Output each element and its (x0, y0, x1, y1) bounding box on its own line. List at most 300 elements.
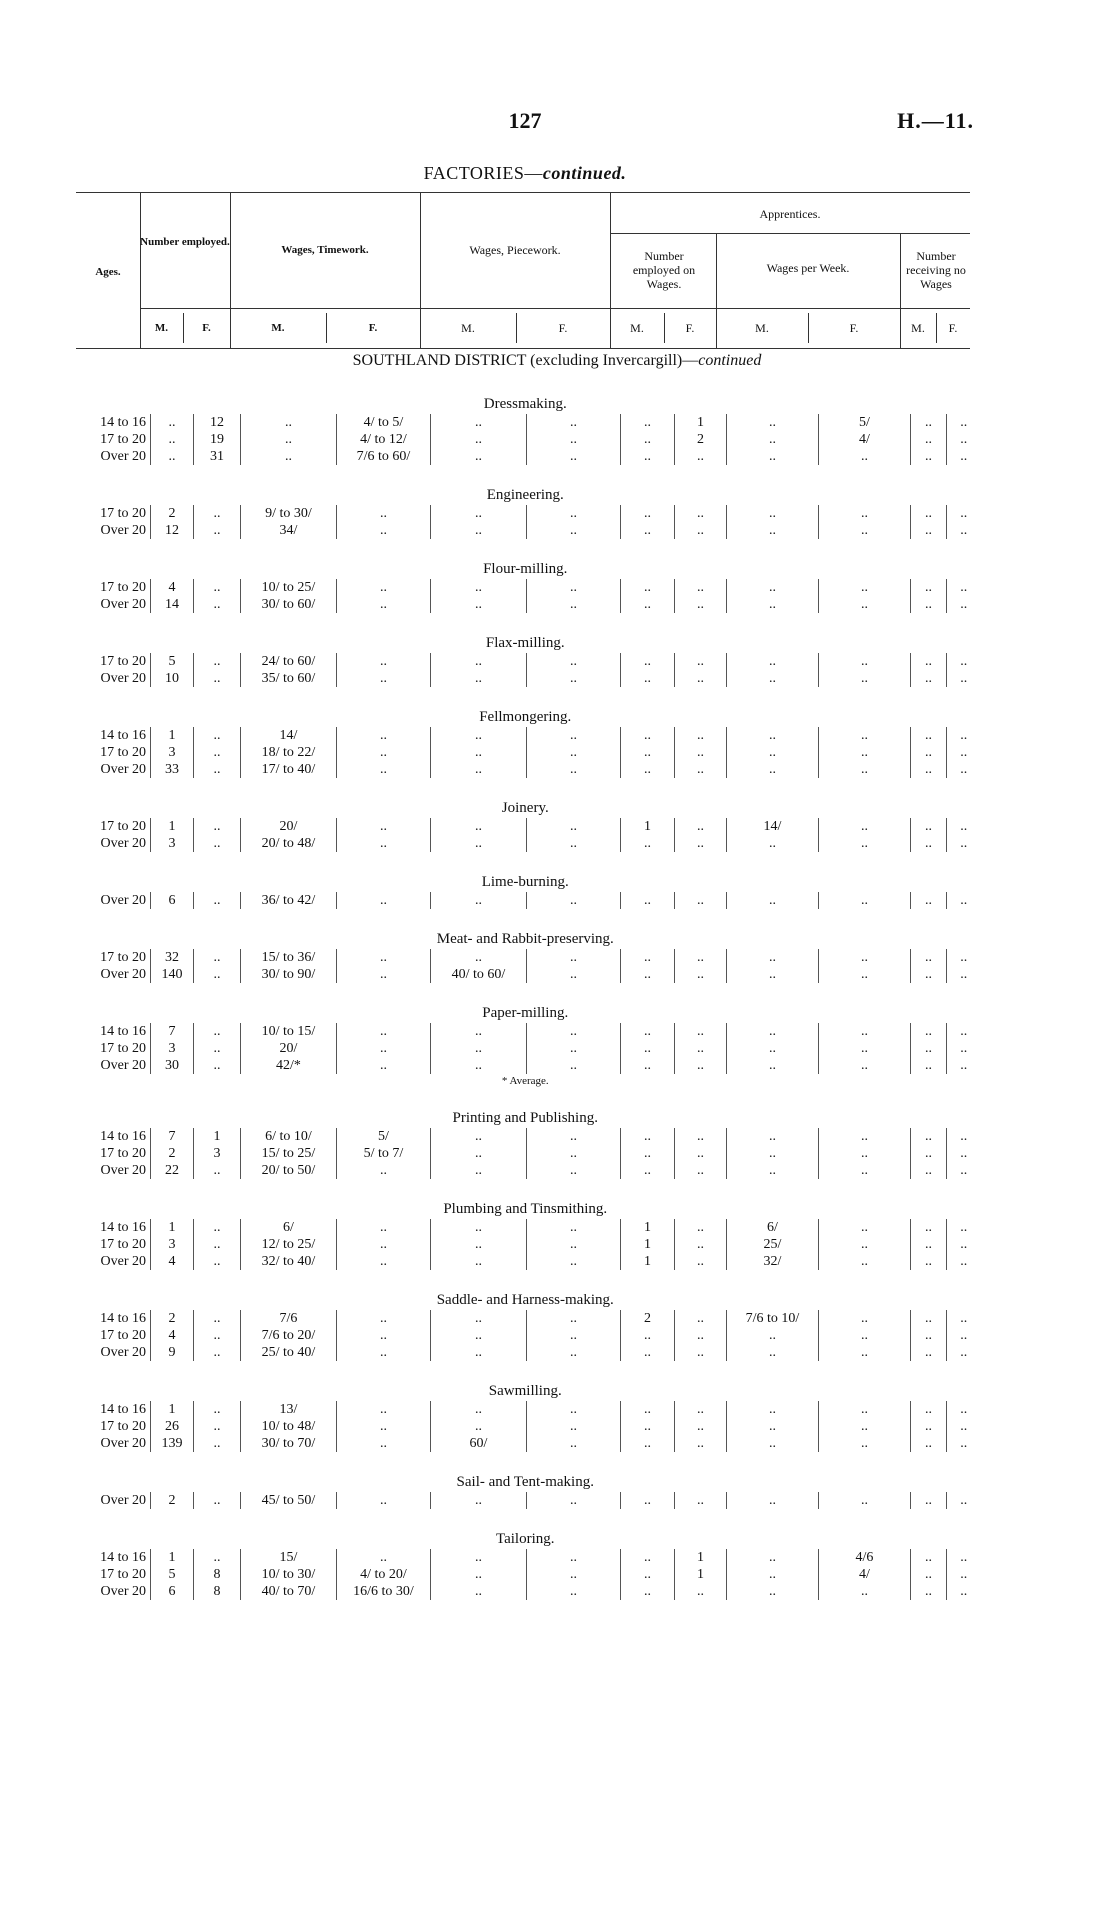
employed-f-cell: .. (194, 1344, 241, 1361)
apprentices-m-cell: .. (621, 414, 675, 431)
apprentices-m-cell: .. (621, 505, 675, 522)
weekly-wages-m-cell: .. (727, 579, 819, 596)
piecework-m-cell: .. (431, 448, 527, 465)
weekly-wages-f-cell: 5/ (819, 414, 911, 431)
weekly-wages-f-cell: .. (819, 1344, 911, 1361)
weekly-wages-m-cell: .. (727, 761, 819, 778)
timework-f-cell: .. (337, 1401, 431, 1418)
weekly-wages-m-cell: .. (727, 653, 819, 670)
apprentices-f-cell: 1 (675, 414, 727, 431)
weekly-wages-f-cell: 4/ (819, 1566, 911, 1583)
apprentices-f-cell: .. (675, 1401, 727, 1418)
employed-f-cell: .. (194, 1310, 241, 1327)
employed-m-cell: 139 (151, 1435, 194, 1452)
employed-f-cell: .. (194, 1236, 241, 1253)
no-wages-m-cell: .. (911, 653, 947, 670)
table-row (70, 505, 981, 522)
employed-f-cell: 1 (194, 1128, 241, 1145)
no-wages-f-cell: .. (947, 1492, 981, 1509)
timework-f-cell: .. (337, 522, 431, 539)
employed-m-cell: 2 (151, 1492, 194, 1509)
piecework-m-cell: .. (431, 892, 527, 909)
employed-m-cell: 2 (151, 1310, 194, 1327)
apprentices-f-cell: .. (675, 448, 727, 465)
no-wages-m-cell: .. (911, 1492, 947, 1509)
no-wages-m-cell: .. (911, 1418, 947, 1435)
piecework-f-cell: .. (527, 949, 621, 966)
employed-f-cell: .. (194, 949, 241, 966)
employed-m-cell: 140 (151, 966, 194, 983)
age-cell: 14 to 16 (100, 1550, 146, 1565)
piecework-f-cell: .. (527, 1566, 621, 1583)
no-wages-f-cell: .. (947, 414, 981, 431)
no-wages-m-cell: .. (911, 522, 947, 539)
apprentices-m-cell: .. (621, 1162, 675, 1179)
section-title: Engineering. (486, 487, 564, 503)
apprentices-m-cell: .. (621, 761, 675, 778)
header-m: M. (755, 321, 769, 335)
weekly-wages-m-cell: .. (727, 522, 819, 539)
table-row (70, 1435, 981, 1452)
timework-m-cell: 20/ (241, 818, 337, 835)
piecework-m-cell: .. (431, 744, 527, 761)
piecework-f-cell: .. (527, 1253, 621, 1270)
age-cell: 17 to 20 (100, 506, 146, 521)
no-wages-m-cell: .. (911, 579, 947, 596)
employed-m-cell: 7 (151, 1128, 194, 1145)
age-cell: 14 to 16 (100, 1024, 146, 1039)
timework-f-cell: 5/ to 7/ (337, 1145, 431, 1162)
timework-f-cell: 4/ to 20/ (337, 1566, 431, 1583)
section-title: Lime-burning. (481, 874, 569, 890)
apprentices-m-cell: .. (621, 579, 675, 596)
apprentices-f-cell: .. (675, 966, 727, 983)
weekly-wages-m-cell: .. (727, 596, 819, 613)
weekly-wages-m-cell: .. (727, 892, 819, 909)
no-wages-f-cell: .. (947, 1219, 981, 1236)
timework-f-cell: .. (337, 1219, 431, 1236)
wages-table (70, 390, 981, 1600)
table-row (70, 1310, 981, 1327)
age-cell: Over 20 (100, 1436, 146, 1451)
age-cell: Over 20 (100, 597, 146, 612)
employed-f-cell: 3 (194, 1145, 241, 1162)
timework-m-cell: 34/ (241, 522, 337, 539)
no-wages-m-cell: .. (911, 1253, 947, 1270)
weekly-wages-f-cell: .. (819, 1236, 911, 1253)
piecework-f-cell: .. (527, 1219, 621, 1236)
employed-f-cell: 8 (194, 1566, 241, 1583)
no-wages-f-cell: .. (947, 1327, 981, 1344)
employed-m-cell: .. (151, 448, 194, 465)
no-wages-m-cell: .. (911, 1310, 947, 1327)
employed-f-cell: .. (194, 1023, 241, 1040)
section-title: Flax-milling. (485, 635, 565, 651)
weekly-wages-m-cell: .. (727, 505, 819, 522)
timework-m-cell: 20/ (241, 1040, 337, 1057)
no-wages-f-cell: .. (947, 1344, 981, 1361)
no-wages-f-cell: .. (947, 949, 981, 966)
timework-m-cell: 9/ to 30/ (241, 505, 337, 522)
weekly-wages-m-cell: .. (727, 1401, 819, 1418)
apprentices-m-cell: .. (621, 653, 675, 670)
table-row (70, 1418, 981, 1435)
age-cell: Over 20 (100, 523, 146, 538)
apprentices-f-cell: .. (675, 596, 727, 613)
weekly-wages-m-cell: .. (727, 1344, 819, 1361)
no-wages-m-cell: .. (911, 596, 947, 613)
employed-m-cell: 6 (151, 1583, 194, 1600)
timework-m-cell: .. (241, 431, 337, 448)
employed-m-cell: 4 (151, 1253, 194, 1270)
apprentices-f-cell: .. (675, 1327, 727, 1344)
section-title: Sail- and Tent-making. (456, 1474, 594, 1490)
age-cell: 17 to 20 (100, 432, 146, 447)
weekly-wages-m-cell: .. (727, 414, 819, 431)
age-cell: 14 to 16 (100, 415, 146, 430)
apprentices-m-cell: 1 (621, 1236, 675, 1253)
piecework-f-cell: .. (527, 1401, 621, 1418)
weekly-wages-f-cell: .. (819, 505, 911, 522)
employed-m-cell: .. (151, 431, 194, 448)
no-wages-m-cell: .. (911, 1219, 947, 1236)
weekly-wages-f-cell: .. (819, 1310, 911, 1327)
piecework-m-cell: .. (431, 1145, 527, 1162)
timework-m-cell: 15/ to 36/ (241, 949, 337, 966)
no-wages-f-cell: .. (947, 1057, 981, 1074)
district-heading-main: SOUTHLAND DISTRICT (excluding Invercargill)— (352, 352, 699, 369)
district-heading-continued: continued (698, 352, 762, 369)
employed-f-cell: .. (194, 1435, 241, 1452)
weekly-wages-m-cell: .. (727, 448, 819, 465)
weekly-wages-f-cell: .. (819, 1418, 911, 1435)
section-title: Dressmaking. (483, 396, 567, 412)
employed-m-cell: 1 (151, 818, 194, 835)
employed-m-cell: .. (151, 414, 194, 431)
age-cell: Over 20 (100, 1493, 146, 1508)
piecework-f-cell: .. (527, 1327, 621, 1344)
no-wages-m-cell: .. (911, 835, 947, 852)
timework-f-cell: 4/ to 12/ (337, 431, 431, 448)
weekly-wages-m-cell: .. (727, 835, 819, 852)
timework-m-cell: 20/ to 50/ (241, 1162, 337, 1179)
timework-f-cell: .. (337, 949, 431, 966)
employed-f-cell: .. (194, 653, 241, 670)
employed-f-cell: .. (194, 505, 241, 522)
page-number: 127 (508, 108, 542, 133)
employed-f-cell: .. (194, 1162, 241, 1179)
table-row (70, 727, 981, 744)
piecework-m-cell: .. (431, 761, 527, 778)
no-wages-m-cell: .. (911, 818, 947, 835)
timework-f-cell: 5/ (337, 1128, 431, 1145)
employed-m-cell: 1 (151, 1401, 194, 1418)
table-row (70, 835, 981, 852)
employed-m-cell: 1 (151, 1219, 194, 1236)
no-wages-m-cell: .. (911, 1236, 947, 1253)
employed-f-cell: .. (194, 1040, 241, 1057)
no-wages-m-cell: .. (911, 966, 947, 983)
timework-m-cell: 45/ to 50/ (241, 1492, 337, 1509)
weekly-wages-f-cell: .. (819, 744, 911, 761)
no-wages-m-cell: .. (911, 670, 947, 687)
apprentices-f-cell: 2 (675, 431, 727, 448)
weekly-wages-f-cell: .. (819, 966, 911, 983)
header-wages-piecework: Wages, Piecework. (469, 243, 561, 257)
employed-m-cell: 26 (151, 1418, 194, 1435)
piecework-m-cell: 60/ (431, 1435, 527, 1452)
timework-f-cell: .. (337, 1310, 431, 1327)
age-cell: 17 to 20 (100, 1567, 146, 1582)
no-wages-m-cell: .. (911, 1023, 947, 1040)
section-title: Meat- and Rabbit-preserving. (436, 931, 614, 947)
timework-f-cell: .. (337, 966, 431, 983)
timework-f-cell: .. (337, 835, 431, 852)
no-wages-f-cell: .. (947, 1162, 981, 1179)
employed-f-cell: .. (194, 1492, 241, 1509)
piecework-f-cell: .. (527, 835, 621, 852)
timework-m-cell: 10/ to 48/ (241, 1418, 337, 1435)
weekly-wages-f-cell: .. (819, 1492, 911, 1509)
section-title: Paper-milling. (482, 1005, 569, 1021)
section-title: Saddle- and Harness-making. (436, 1292, 614, 1308)
apprentices-m-cell: .. (621, 1583, 675, 1600)
no-wages-f-cell: .. (947, 1236, 981, 1253)
piecework-f-cell: .. (527, 579, 621, 596)
apprentices-f-cell: .. (675, 744, 727, 761)
apprentices-m-cell: .. (621, 431, 675, 448)
weekly-wages-m-cell: 14/ (727, 818, 819, 835)
weekly-wages-m-cell: .. (727, 1128, 819, 1145)
no-wages-m-cell: .. (911, 1549, 947, 1566)
weekly-wages-f-cell: .. (819, 727, 911, 744)
apprentices-f-cell: .. (675, 1040, 727, 1057)
employed-m-cell: 22 (151, 1162, 194, 1179)
piecework-f-cell: .. (527, 414, 621, 431)
age-cell: 17 to 20 (100, 1146, 146, 1161)
no-wages-f-cell: .. (947, 818, 981, 835)
apprentices-f-cell: .. (675, 1310, 727, 1327)
weekly-wages-f-cell: .. (819, 761, 911, 778)
table-header (76, 192, 970, 349)
no-wages-f-cell: .. (947, 1583, 981, 1600)
section-title: Fellmongering. (479, 709, 572, 725)
timework-m-cell: 12/ to 25/ (241, 1236, 337, 1253)
timework-f-cell: .. (337, 1162, 431, 1179)
apprentices-f-cell: .. (675, 818, 727, 835)
employed-f-cell: .. (194, 1549, 241, 1566)
apprentices-m-cell: .. (621, 835, 675, 852)
weekly-wages-f-cell: .. (819, 1219, 911, 1236)
timework-m-cell: 30/ to 70/ (241, 1435, 337, 1452)
employed-m-cell: 30 (151, 1057, 194, 1074)
apprentices-f-cell: .. (675, 1583, 727, 1600)
timework-f-cell: .. (337, 1023, 431, 1040)
apprentices-f-cell: .. (675, 835, 727, 852)
no-wages-m-cell: .. (911, 1435, 947, 1452)
piecework-m-cell: .. (431, 1040, 527, 1057)
piecework-f-cell: .. (527, 761, 621, 778)
piecework-m-cell: .. (431, 1310, 527, 1327)
document-reference: H.—11. (897, 108, 974, 133)
timework-f-cell: .. (337, 1492, 431, 1509)
piecework-f-cell: .. (527, 448, 621, 465)
weekly-wages-f-cell: .. (819, 1253, 911, 1270)
no-wages-f-cell: .. (947, 448, 981, 465)
weekly-wages-f-cell: .. (819, 1145, 911, 1162)
weekly-wages-f-cell: .. (819, 670, 911, 687)
apprentices-m-cell: 1 (621, 818, 675, 835)
piecework-f-cell: .. (527, 1549, 621, 1566)
no-wages-f-cell: .. (947, 522, 981, 539)
piecework-m-cell: .. (431, 653, 527, 670)
piecework-m-cell: .. (431, 818, 527, 835)
table-row (70, 1023, 981, 1040)
timework-f-cell: .. (337, 1040, 431, 1057)
piecework-m-cell: .. (431, 1492, 527, 1509)
table-row (70, 448, 981, 465)
timework-f-cell: .. (337, 1236, 431, 1253)
no-wages-f-cell: .. (947, 505, 981, 522)
header-wages-per-week: Wages per Week. (766, 261, 850, 275)
table-row (70, 414, 981, 431)
apprentices-f-cell: .. (675, 670, 727, 687)
no-wages-f-cell: .. (947, 1418, 981, 1435)
section-title: Printing and Publishing. (452, 1110, 598, 1126)
piecework-m-cell: .. (431, 1219, 527, 1236)
employed-f-cell: .. (194, 579, 241, 596)
timework-m-cell: 35/ to 60/ (241, 670, 337, 687)
employed-m-cell: 4 (151, 1327, 194, 1344)
piecework-f-cell: .. (527, 596, 621, 613)
weekly-wages-f-cell: .. (819, 835, 911, 852)
timework-f-cell: .. (337, 1253, 431, 1270)
apprentices-m-cell: .. (621, 596, 675, 613)
employed-f-cell: .. (194, 1253, 241, 1270)
timework-m-cell: 30/ to 60/ (241, 596, 337, 613)
apprentices-m-cell: 2 (621, 1310, 675, 1327)
apprentices-m-cell: .. (621, 1418, 675, 1435)
piecework-m-cell: .. (431, 579, 527, 596)
piecework-m-cell: .. (431, 1128, 527, 1145)
table-row (70, 653, 981, 670)
table-row (70, 1236, 981, 1253)
apprentices-m-cell: 1 (621, 1253, 675, 1270)
no-wages-f-cell: .. (947, 1401, 981, 1418)
piecework-m-cell: .. (431, 522, 527, 539)
employed-m-cell: 3 (151, 744, 194, 761)
piecework-f-cell: .. (527, 505, 621, 522)
page-title (0, 163, 1050, 184)
header-f: F. (368, 322, 378, 334)
piecework-f-cell: .. (527, 1583, 621, 1600)
apprentices-m-cell: .. (621, 892, 675, 909)
timework-f-cell: 7/6 to 60/ (337, 448, 431, 465)
timework-m-cell: 30/ to 90/ (241, 966, 337, 983)
table-row (70, 818, 981, 835)
timework-m-cell: 40/ to 70/ (241, 1583, 337, 1600)
employed-f-cell: .. (194, 1057, 241, 1074)
piecework-f-cell: .. (527, 966, 621, 983)
weekly-wages-m-cell: .. (727, 1435, 819, 1452)
no-wages-f-cell: .. (947, 579, 981, 596)
timework-f-cell: .. (337, 818, 431, 835)
piecework-m-cell: .. (431, 835, 527, 852)
apprentices-m-cell: .. (621, 744, 675, 761)
timework-f-cell: .. (337, 505, 431, 522)
employed-m-cell: 32 (151, 949, 194, 966)
no-wages-f-cell: .. (947, 835, 981, 852)
employed-f-cell: .. (194, 966, 241, 983)
age-cell: Over 20 (100, 836, 146, 851)
employed-m-cell: 7 (151, 1023, 194, 1040)
no-wages-m-cell: .. (911, 1327, 947, 1344)
timework-f-cell: .. (337, 670, 431, 687)
age-cell: 17 to 20 (100, 819, 146, 834)
piecework-m-cell: .. (431, 727, 527, 744)
no-wages-m-cell: .. (911, 761, 947, 778)
employed-f-cell: 31 (194, 448, 241, 465)
employed-f-cell: 8 (194, 1583, 241, 1600)
employed-f-cell: .. (194, 744, 241, 761)
weekly-wages-f-cell: 4/ (819, 431, 911, 448)
apprentices-f-cell: .. (675, 1344, 727, 1361)
table-row (70, 1401, 981, 1418)
piecework-m-cell: .. (431, 1418, 527, 1435)
district-heading (0, 352, 1114, 370)
timework-f-cell: .. (337, 892, 431, 909)
piecework-f-cell: .. (527, 431, 621, 448)
employed-m-cell: 9 (151, 1344, 194, 1361)
table-row (70, 1128, 981, 1145)
apprentices-f-cell: .. (675, 1057, 727, 1074)
piecework-f-cell: .. (527, 892, 621, 909)
weekly-wages-f-cell: .. (819, 1162, 911, 1179)
piecework-f-cell: .. (527, 1435, 621, 1452)
timework-m-cell: 10/ to 15/ (241, 1023, 337, 1040)
timework-m-cell: 25/ to 40/ (241, 1344, 337, 1361)
apprentices-m-cell: .. (621, 1549, 675, 1566)
header-f: F. (948, 321, 958, 335)
timework-m-cell: .. (241, 448, 337, 465)
page-title-continued: continued. (542, 163, 627, 183)
employed-f-cell: .. (194, 1418, 241, 1435)
age-cell: Over 20 (100, 762, 146, 777)
header-apprentices: Apprentices. (759, 207, 821, 221)
piecework-f-cell: .. (527, 1418, 621, 1435)
apprentices-f-cell: .. (675, 892, 727, 909)
weekly-wages-m-cell: 7/6 to 10/ (727, 1310, 819, 1327)
weekly-wages-f-cell: .. (819, 1401, 911, 1418)
timework-m-cell: 36/ to 42/ (241, 892, 337, 909)
timework-m-cell: 42/* (241, 1057, 337, 1074)
timework-f-cell: 16/6 to 30/ (337, 1583, 431, 1600)
no-wages-m-cell: .. (911, 727, 947, 744)
no-wages-m-cell: .. (911, 1040, 947, 1057)
piecework-m-cell: .. (431, 1162, 527, 1179)
weekly-wages-f-cell: .. (819, 1128, 911, 1145)
no-wages-m-cell: .. (911, 1145, 947, 1162)
employed-m-cell: 3 (151, 1040, 194, 1057)
apprentices-f-cell: 1 (675, 1549, 727, 1566)
apprentices-m-cell: .. (621, 1327, 675, 1344)
apprentices-m-cell: .. (621, 1435, 675, 1452)
age-cell: 17 to 20 (100, 654, 146, 669)
piecework-m-cell: .. (431, 596, 527, 613)
no-wages-f-cell: .. (947, 1128, 981, 1145)
weekly-wages-m-cell: .. (727, 744, 819, 761)
table-row (70, 744, 981, 761)
